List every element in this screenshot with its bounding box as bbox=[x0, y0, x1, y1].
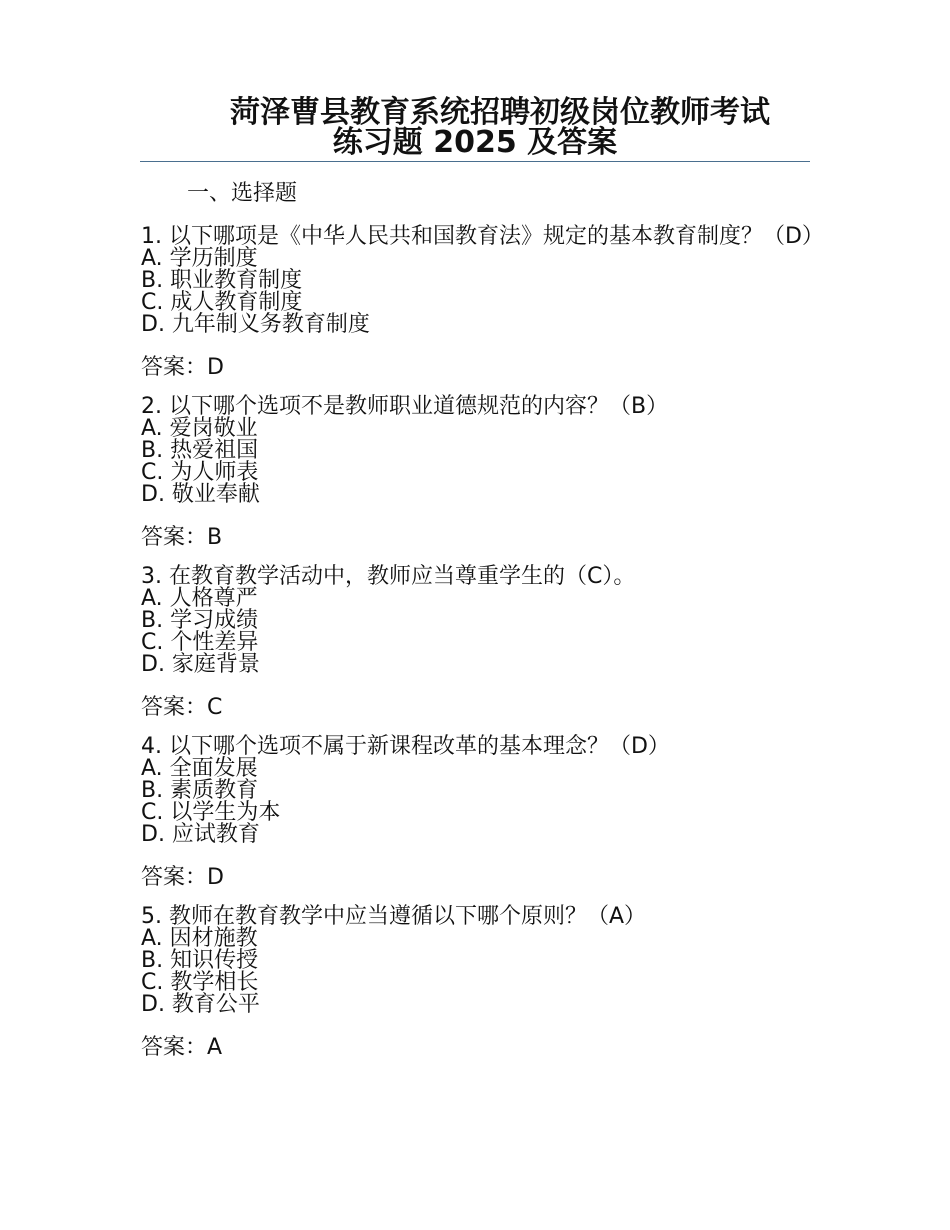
option-d: D. 教育公平 bbox=[141, 992, 260, 1017]
question-stem: 2. 以下哪个选项不是教师职业道德规范的内容？（B） bbox=[141, 394, 669, 419]
question-2 bbox=[141, 396, 821, 550]
question-stem: 3. 在教育教学活动中，教师应当尊重学生的（C）。 bbox=[141, 564, 636, 589]
option-d: D. 敬业奉献 bbox=[141, 482, 260, 507]
question-stem: 4. 以下哪个选项不属于新课程改革的基本理念？（D） bbox=[141, 734, 670, 759]
option-c: C. 以学生为本 bbox=[141, 800, 281, 825]
option-d: D. 家庭背景 bbox=[141, 652, 260, 677]
option-a: A. 全面发展 bbox=[141, 756, 258, 781]
option-a: A. 人格尊严 bbox=[141, 586, 258, 611]
option-c: C. 个性差异 bbox=[141, 630, 259, 655]
title-line-2: 练习题 2025 及答案 bbox=[332, 125, 618, 160]
option-c: C. 教学相长 bbox=[141, 970, 259, 995]
answer-line: 答案：A bbox=[141, 1035, 223, 1060]
option-c: C. 成人教育制度 bbox=[141, 290, 303, 315]
option-a: A. 因材施教 bbox=[141, 926, 258, 951]
option-a: A. 爱岗敬业 bbox=[141, 416, 258, 441]
title-line-1: 菏泽曹县教育系统招聘初级岗位教师考试 bbox=[230, 95, 770, 130]
option-b: B. 素质教育 bbox=[141, 778, 259, 803]
option-c: C. 为人师表 bbox=[141, 460, 259, 485]
answer-line: 答案：D bbox=[141, 355, 224, 380]
option-b: B. 职业教育制度 bbox=[141, 268, 303, 293]
section-heading: 一、选择题 bbox=[187, 181, 298, 206]
title-divider bbox=[140, 161, 810, 162]
option-d: D. 应试教育 bbox=[141, 822, 260, 847]
answer-line: 答案：C bbox=[141, 695, 223, 720]
option-d: D. 九年制义务教育制度 bbox=[141, 312, 370, 337]
question-stem: 1. 以下哪项是《中华人民共和国教育法》规定的基本教育制度？（D） bbox=[141, 224, 824, 249]
question-1 bbox=[141, 224, 824, 380]
question-5 bbox=[141, 906, 821, 1060]
option-b: B. 学习成绩 bbox=[141, 608, 259, 633]
option-b: B. 热爱祖国 bbox=[141, 438, 259, 463]
document-title bbox=[140, 95, 810, 160]
question-list bbox=[141, 224, 824, 1076]
question-3 bbox=[141, 566, 821, 720]
option-a: A. 学历制度 bbox=[141, 246, 258, 271]
question-stem: 5. 教师在教育教学中应当遵循以下哪个原则？（A） bbox=[141, 904, 647, 929]
answer-line: 答案：D bbox=[141, 865, 224, 890]
option-b: B. 知识传授 bbox=[141, 948, 259, 973]
answer-line: 答案：B bbox=[141, 525, 223, 550]
question-4 bbox=[141, 736, 821, 890]
